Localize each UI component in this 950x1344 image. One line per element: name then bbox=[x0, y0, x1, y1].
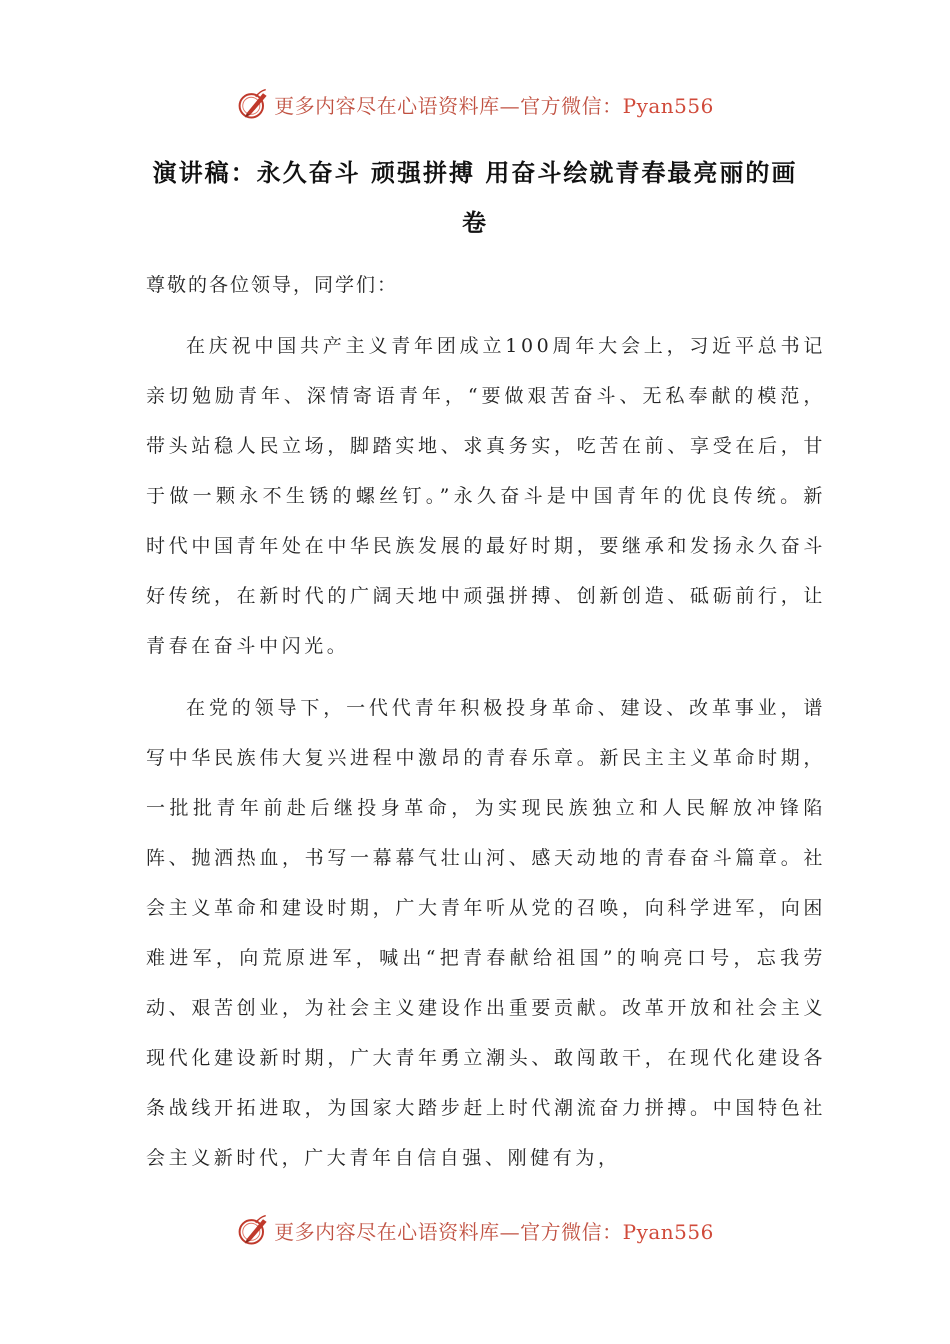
watermark-account: Pyan556 bbox=[622, 1219, 714, 1244]
pen-logo-icon bbox=[236, 86, 272, 122]
watermark-label: 更多内容尽在心语资料库—官方微信： bbox=[274, 1219, 623, 1244]
salutation: 尊敬的各位领导，同学们： bbox=[146, 274, 399, 296]
watermark-text bbox=[274, 1216, 714, 1245]
watermark-text bbox=[274, 90, 714, 119]
document-title: 演讲稿：永久奋斗 顽强拼搏 用奋斗绘就青春最亮丽的画卷 bbox=[152, 159, 798, 237]
footer-watermark-banner bbox=[0, 1210, 950, 1250]
pen-logo-icon bbox=[236, 1212, 272, 1248]
header-watermark-banner bbox=[0, 84, 950, 124]
paragraph: 在党的领导下，一代代青年积极投身革命、建设、改革事业，谱写中华民族伟大复兴进程中激昂的青春乐章。新民主主义革命时期，一批批青年前赴后继投身革命，为实现民族独立和人民解放冲锋陷阵、抛洒热血，书写一幕幕气壮山河、感天动地的青春奋斗篇章。社会主义革命和建设时期，广大青年听从党的召唤，向科学进军，向困难进军，向荒原进军，喊出“把青春献给祖国”的响亮口号，忘我劳动、艰苦创业，为社会主义建设作出重要贡献。改革开放和社会主义现代化建设新时期，广大青年勇立潮头、敢闯敢干，在现代化建设各条战线开拓进取，为国家大踏步赶上时代潮流奋力拼搏。中国特色社会主义新时代，广大青年自信自强、刚健有为， bbox=[146, 697, 826, 1169]
watermark-label: 更多内容尽在心语资料库—官方微信： bbox=[274, 93, 623, 118]
watermark-account: Pyan556 bbox=[622, 93, 714, 118]
paragraph: 在庆祝中国共产主义青年团成立100周年大会上，习近平总书记亲切勉励青年、深情寄语青年，“要做艰苦奋斗、无私奉献的模范，带头站稳人民立场，脚踏实地、求真务实，吃苦在前、享受在后，甘于做一颗永不生锈的螺丝钉。”永久奋斗是中国青年的优良传统。新时代中国青年处在中华民族发展的最好时期，要继承和发扬永久奋斗好传统，在新时代的广阔天地中顽强拼搏、创新创造、砥砺前行，让青春在奋斗中闪光。 bbox=[146, 335, 826, 657]
